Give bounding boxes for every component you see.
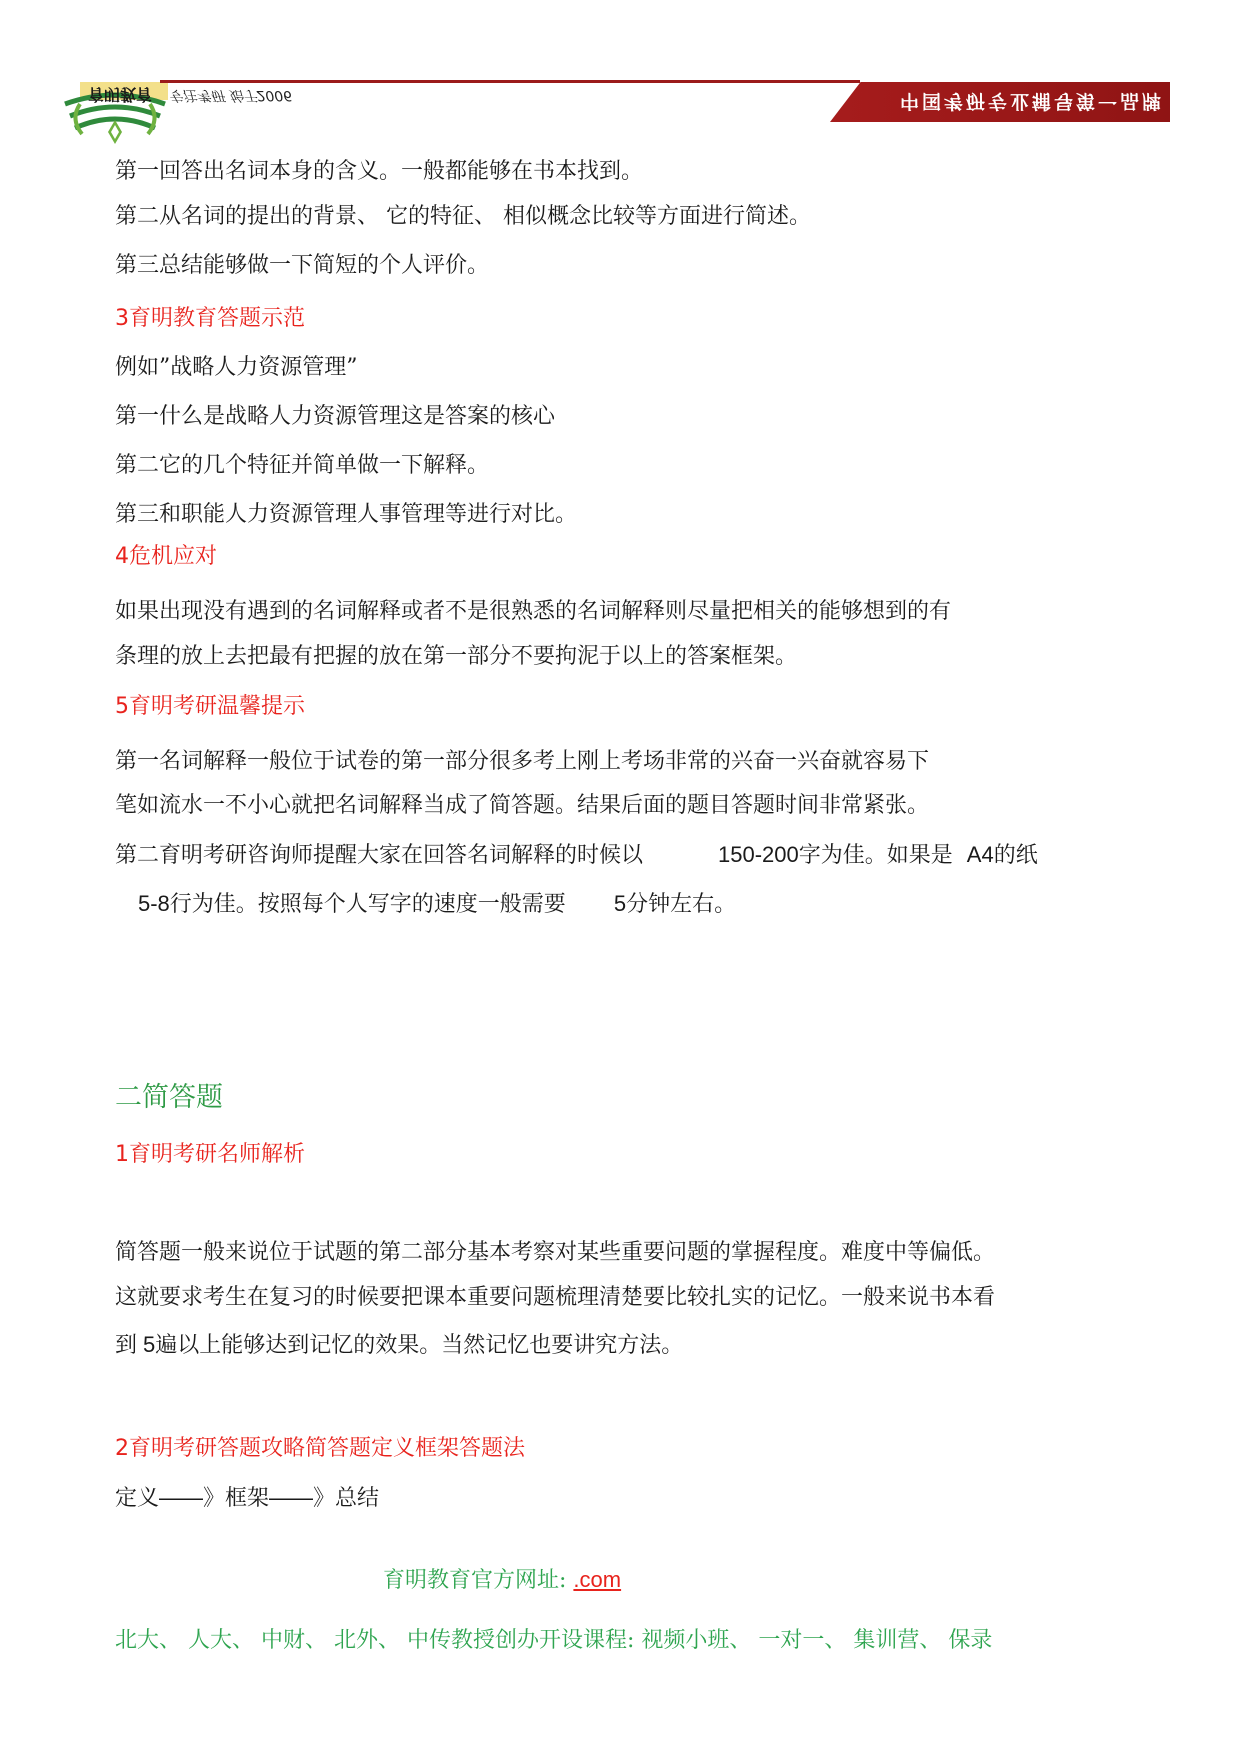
header-divider (160, 80, 860, 83)
footer-website-label: 育明教育官方网址: (383, 1568, 574, 1593)
section-2-paragraph-1: 简答题一般来说位于试题的第二部分基本考察对某些重要问题的掌握程度。难度中等偏低。 (115, 1240, 996, 1265)
paragraph-1: 第一回答出名词本身的含义。一般都能够在书本找到。 (115, 159, 644, 184)
paragraph-12-paper-size: A4 (966, 842, 994, 867)
paragraph-12-text-c: 字为佳。如果是 (798, 843, 953, 868)
paragraph-6: 第二它的几个特征并简单做一下解释。 (115, 453, 490, 478)
footer-courses: 北大、 人大、 中财、 北外、 中传教授创办开设课程: 视频小班、 一对一、 集训营、 保录 (115, 1628, 993, 1653)
section-2-paragraph-3 (115, 1330, 683, 1361)
section-2-paragraph-3-text-a: 到 (115, 1333, 138, 1358)
section-2-paragraph-4-text-c: 总结 (335, 1486, 380, 1511)
footer-website (383, 1565, 621, 1596)
heading-4: 4危机应对 (115, 544, 217, 569)
footer-website-link[interactable]: .com (573, 1567, 622, 1592)
header-band-text: 中国考研专业辅导第一品牌 (900, 90, 1165, 112)
paragraph-8: 如果出现没有遇到的名词解释或者不是很熟悉的名词解释则尽量把相关的能够想到的有 (115, 599, 952, 624)
paragraph-13-minutes: 5 (613, 891, 627, 916)
section-2-paragraph-4-arrows: ——》框架——》 (159, 1485, 336, 1510)
section-2-paragraph-3-text-c: 遍以上能够达到记忆的效果。当然记忆也要讲究方法。 (155, 1333, 684, 1358)
paragraph-10: 第一名词解释一般位于试卷的第一部分很多考上刚上考场非常的兴奋一兴奋就容易下 (115, 749, 930, 774)
paragraph-13 (138, 889, 736, 920)
section-2-heading-1: 1育明考研名师解析 (115, 1142, 305, 1167)
paragraph-13-line-count: 5-8 (138, 891, 170, 916)
section-2-paragraph-4-text-a: 定义 (115, 1486, 160, 1511)
paragraph-5: 第一什么是战略人力资源管理这是答案的核心 (115, 404, 556, 429)
logo-text: 育明教育 (88, 85, 153, 104)
section-2-paragraph-3-count: 5 (143, 1332, 156, 1357)
paragraph-4: 例如”战略人力资源管理” (115, 355, 358, 380)
paragraph-2: 第二从名词的提出的背景、 它的特征、 相似概念比较等方面进行简述。 (115, 204, 811, 229)
header-slogan: 专注考研 始于2006 (168, 87, 293, 103)
paragraph-12-text-a: 第二育明考研咨询师提醒大家在回答名词解释的时候以 (115, 843, 644, 868)
section-2-paragraph-2: 这就要求考生在复习的时候要把课本重要问题梳理清楚要比较扎实的记忆。一般来说书本看 (115, 1285, 996, 1310)
section-2-heading-2: 2育明考研答题攻略简答题定义框架答题法 (115, 1436, 525, 1461)
heading-3: 3育明教育答题示范 (115, 306, 305, 331)
section-2-paragraph-4 (115, 1483, 379, 1514)
paragraph-13-text-d: 分钟左右。 (626, 892, 737, 917)
paragraph-11: 笔如流水一不小心就把名词解释当成了简答题。结果后面的题目答题时间非常紧张。 (115, 793, 930, 818)
paragraph-9: 条理的放上去把最有把握的放在第一部分不要拘泥于以上的答案框架。 (115, 644, 798, 669)
paragraph-13-text-b: 行为佳。按照每个人写字的速度一般需要 (169, 892, 566, 917)
paragraph-12-text-e: 的纸 (993, 843, 1038, 868)
paragraph-12 (115, 840, 1038, 871)
paragraph-3: 第三总结能够做一下简短的个人评价。 (115, 253, 490, 278)
paragraph-12-word-count: 150-200 (718, 842, 799, 867)
section-heading-2: 二简答题 (115, 1082, 223, 1113)
page-header (0, 0, 1240, 150)
heading-5: 5育明考研温馨提示 (115, 694, 305, 719)
paragraph-7: 第三和职能人力资源管理人事管理等进行对比。 (115, 502, 578, 527)
